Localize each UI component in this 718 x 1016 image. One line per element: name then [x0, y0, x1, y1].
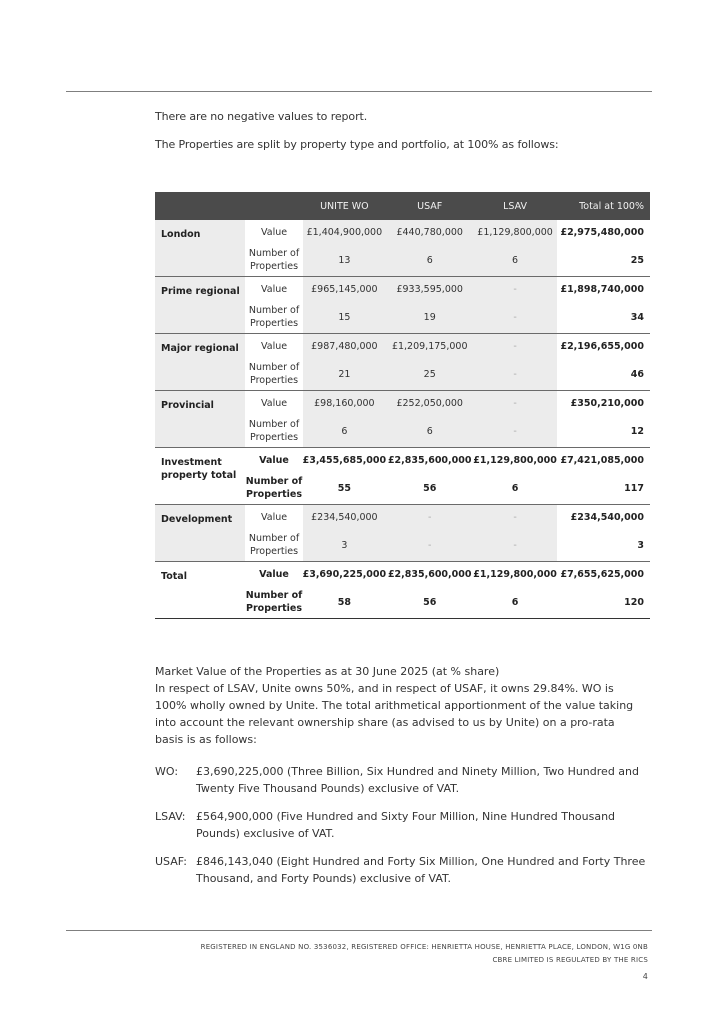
- lsav-label: LSAV:: [155, 810, 186, 823]
- cell-total-count: 117: [557, 472, 650, 505]
- cell-lsav-count: -: [473, 358, 557, 391]
- metric-count-label: Number of Properties: [245, 472, 302, 505]
- table-row: [155, 391, 650, 416]
- cell-usaf-count: 19: [386, 301, 473, 334]
- metric-count-label: Number of Properties: [245, 415, 302, 448]
- header-name: [155, 192, 245, 220]
- wo-label: WO:: [155, 765, 179, 778]
- usaf-text: £846,143,040 (Eight Hundred and Forty Six Million, One Hundred and Forty Three Thousand, and Forty Pounds) exclusive of VAT.: [196, 855, 646, 885]
- cell-lsav-value: -: [473, 334, 557, 359]
- cell-lsav-count: -: [473, 301, 557, 334]
- header-total: Total at 100%: [557, 192, 650, 220]
- table-row: [155, 220, 650, 244]
- metric-value-label: Value: [259, 454, 289, 466]
- cell-usaf-value: £2,835,600,000: [387, 568, 472, 580]
- cell-lsav-value: -: [473, 505, 557, 530]
- cell-unite-wo-value: £234,540,000: [303, 505, 387, 530]
- intro-line-1: There are no negative values to report.: [155, 110, 368, 123]
- cell-total-value: £2,975,480,000: [560, 226, 644, 238]
- cell-lsav-count: 6: [473, 472, 557, 505]
- cell-total-count: 25: [557, 244, 650, 277]
- metric-count-label: Number of Properties: [245, 244, 302, 277]
- metric-count-label: Number of Properties: [245, 529, 302, 562]
- footer-regulation: CBRE LIMITED IS REGULATED BY THE RICS: [492, 956, 648, 964]
- cell-unite-wo-value: £987,480,000: [303, 334, 387, 359]
- cell-lsav-value: £1,129,800,000: [473, 568, 557, 580]
- cell-unite-wo-value: £98,160,000: [303, 391, 387, 416]
- cell-total-value: £7,655,625,000: [560, 568, 644, 580]
- cell-total-value: £234,540,000: [570, 511, 644, 523]
- cell-usaf-count: -: [386, 529, 473, 562]
- row-name: Prime regional: [155, 277, 245, 334]
- cell-total-value: £7,421,085,000: [560, 454, 644, 466]
- cell-unite-wo-count: 13: [303, 244, 387, 277]
- table-row: [155, 334, 650, 359]
- cell-total-count: 12: [557, 415, 650, 448]
- usaf-definition: [155, 853, 655, 887]
- cell-lsav-count: 6: [473, 244, 557, 277]
- cell-lsav-value: £1,129,800,000: [473, 454, 557, 466]
- cell-usaf-value: £2,835,600,000: [387, 454, 472, 466]
- footer-registration: REGISTERED IN ENGLAND NO. 3536032, REGISTERED OFFICE: HENRIETTA HOUSE, HENRIETTA PLACE, LONDON, W1G 0NB: [200, 943, 648, 951]
- metric-value-label: Value: [260, 397, 288, 409]
- top-rule: [66, 91, 652, 92]
- cell-total-value: £2,196,655,000: [560, 340, 644, 352]
- cell-usaf-count: 25: [386, 358, 473, 391]
- cell-unite-wo-count: 55: [303, 472, 387, 505]
- cell-unite-wo-count: 15: [303, 301, 387, 334]
- cell-lsav-count: -: [473, 529, 557, 562]
- cell-total-count: 46: [557, 358, 650, 391]
- cell-unite-wo-count: 3: [303, 529, 387, 562]
- intro-line-2: The Properties are split by property type and portfolio, at 100% as follows:: [155, 138, 559, 151]
- header-usaf: USAF: [386, 192, 473, 220]
- metric-count-label: Number of Properties: [245, 358, 302, 391]
- cell-usaf-value: £933,595,000: [386, 277, 473, 302]
- table-row: [155, 505, 650, 530]
- cell-unite-wo-count: 58: [303, 586, 387, 619]
- property-table: [155, 192, 650, 619]
- row-name: Total: [155, 562, 245, 619]
- header-metric: [245, 192, 302, 220]
- table-body: [155, 220, 650, 619]
- cell-total-count: 3: [557, 529, 650, 562]
- lsav-text: £564,900,000 (Five Hundred and Sixty Four Million, Nine Hundred Thousand Pounds) exclusive of VAT.: [196, 810, 616, 840]
- cell-total-value: £1,898,740,000: [560, 283, 644, 295]
- cell-lsav-value: -: [473, 277, 557, 302]
- table-row: [155, 562, 650, 587]
- row-name: Provincial: [155, 391, 245, 448]
- cell-lsav-value: -: [473, 391, 557, 416]
- cell-usaf-count: 56: [386, 472, 473, 505]
- header-lsav: LSAV: [473, 192, 557, 220]
- cell-lsav-value: £1,129,800,000: [473, 220, 557, 244]
- row-name: Development: [155, 505, 245, 562]
- row-name: Major regional: [155, 334, 245, 391]
- cell-unite-wo-value: £965,145,000: [303, 277, 387, 302]
- footer-rule: [66, 930, 652, 931]
- cell-lsav-count: 6: [473, 586, 557, 619]
- table-row: [155, 448, 650, 473]
- metric-value-label: Value: [259, 568, 289, 580]
- cell-unite-wo-value: £1,404,900,000: [303, 220, 387, 244]
- cell-usaf-count: 6: [386, 415, 473, 448]
- header-unite-wo: UNITE WO: [303, 192, 387, 220]
- market-heading: Market Value of the Properties as at 30 June 2025 (at % share): [155, 665, 500, 678]
- lsav-definition: [155, 808, 655, 842]
- cell-unite-wo-value: £3,455,685,000: [302, 454, 387, 466]
- cell-unite-wo-value: £3,690,225,000: [302, 568, 387, 580]
- market-paragraph: In respect of LSAV, Unite owns 50%, and in respect of USAF, it owns 29.84%. WO is 100% wholly owned by Unite. The total arithmetical apportionment of the value taking into account the relevant ownership share (as advised to us by Unite) on a pro-rata basis is as follows:: [155, 682, 634, 746]
- usaf-label: USAF:: [155, 855, 187, 868]
- table-row: [155, 277, 650, 302]
- page-number: 4: [642, 972, 648, 981]
- cell-total-count: 34: [557, 301, 650, 334]
- cell-usaf-value: -: [386, 505, 473, 530]
- cell-unite-wo-count: 6: [303, 415, 387, 448]
- cell-usaf-value: £252,050,000: [386, 391, 473, 416]
- metric-value-label: Value: [260, 511, 288, 523]
- wo-definition: [155, 763, 655, 797]
- cell-usaf-value: £440,780,000: [386, 220, 473, 244]
- cell-usaf-count: 6: [386, 244, 473, 277]
- cell-usaf-count: 56: [386, 586, 473, 619]
- cell-unite-wo-count: 21: [303, 358, 387, 391]
- cell-lsav-count: -: [473, 415, 557, 448]
- row-name: London: [155, 220, 245, 277]
- metric-value-label: Value: [260, 340, 288, 352]
- metric-value-label: Value: [260, 226, 288, 238]
- cell-total-value: £350,210,000: [570, 397, 644, 409]
- table-header-row: [155, 192, 650, 220]
- cell-usaf-value: £1,209,175,000: [386, 334, 473, 359]
- metric-value-label: Value: [260, 283, 288, 295]
- metric-count-label: Number of Properties: [245, 301, 302, 334]
- row-name: Investment property total: [155, 448, 245, 505]
- wo-text: £3,690,225,000 (Three Billion, Six Hundred and Ninety Million, Two Hundred and Twenty Five Thousand Pounds) exclusive of VAT.: [196, 765, 639, 795]
- metric-count-label: Number of Properties: [245, 586, 302, 619]
- cell-total-count: 120: [557, 586, 650, 619]
